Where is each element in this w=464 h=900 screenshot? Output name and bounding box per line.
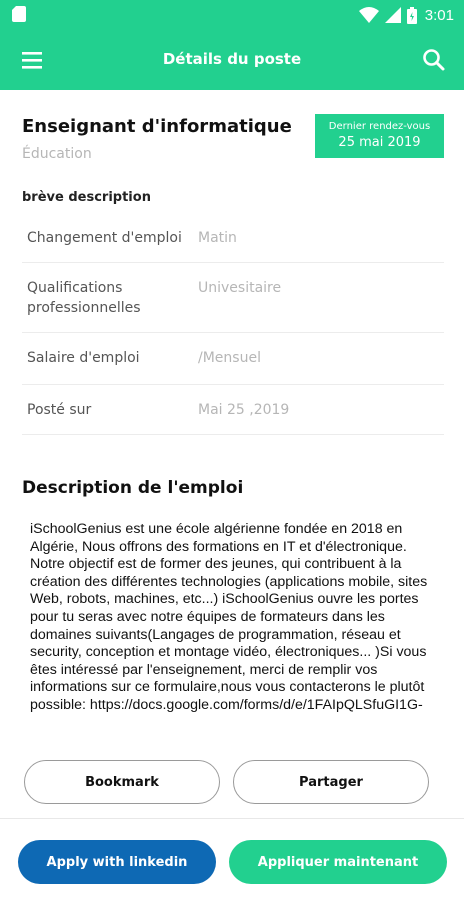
job-description-heading: Description de l'emploi: [22, 478, 244, 498]
detail-label: Salaire d'emploi: [27, 350, 140, 366]
signal-icon: [385, 7, 401, 23]
status-time: 3:01: [424, 6, 454, 24]
detail-row-qualifications: [22, 262, 444, 333]
job-title: Enseignant d'informatique: [22, 116, 292, 137]
apply-now-button[interactable]: Appliquer maintenant: [229, 840, 447, 884]
job-description-text: iSchoolGenius est une école algérienne fondée en 2018 en Algérie, Nous offrons des formations en IT et d'électronique. Notre objectif est de former des jeunes, qui contribuent à la création des différentes technologies (applications mobile, sites Web, robots, machines, etc...) iSchoolGenius ouvre les portes pour tu seras avec notre équipes de formateurs dans les domaines suivants(Langages de programmation, réseau et security, conception et montage vidéo, électroniques... )Si vous êtes intéressé par l'enseignement, merci de remplir vos informations sur ce formulaire,nous vous contacterons le plutôt possible: https://docs.google.com/forms/d/e/1FAIpQLSfuGI1G-: [30, 521, 428, 713]
status-bar: [0, 0, 464, 30]
detail-value: Univesitaire: [198, 280, 282, 296]
share-button[interactable]: Partager: [233, 760, 429, 804]
deadline-date: 25 mai 2019: [338, 135, 421, 150]
sim-card-icon: [12, 6, 26, 22]
detail-value: /Mensuel: [198, 350, 261, 366]
detail-label: Changement d'emploi: [27, 230, 182, 246]
detail-label: Posté sur: [27, 402, 92, 418]
apply-linkedin-button[interactable]: Apply with linkedin: [18, 840, 216, 884]
detail-row-salary: [22, 332, 444, 385]
battery-icon: [407, 7, 417, 24]
brief-description-heading: brève description: [22, 190, 151, 205]
deadline-label: Dernier rendez-vous: [328, 121, 431, 132]
search-button[interactable]: [418, 44, 450, 76]
deadline-badge: [315, 114, 444, 158]
search-icon: [418, 44, 450, 76]
job-category: Éducation: [22, 146, 92, 162]
detail-value: Matin: [198, 230, 237, 246]
status-indicators: [359, 5, 454, 25]
bookmark-button[interactable]: Bookmark: [24, 760, 220, 804]
app-bar: [0, 30, 464, 90]
detail-label: Qualifications professionnelles: [27, 280, 141, 316]
detail-value: Mai 25 ,2019: [198, 402, 290, 418]
wifi-icon: [359, 7, 379, 23]
detail-row-schedule: [22, 214, 444, 263]
detail-row-posted: [22, 384, 444, 435]
page-title: Détails du poste: [162, 50, 302, 68]
divider: [0, 818, 464, 819]
